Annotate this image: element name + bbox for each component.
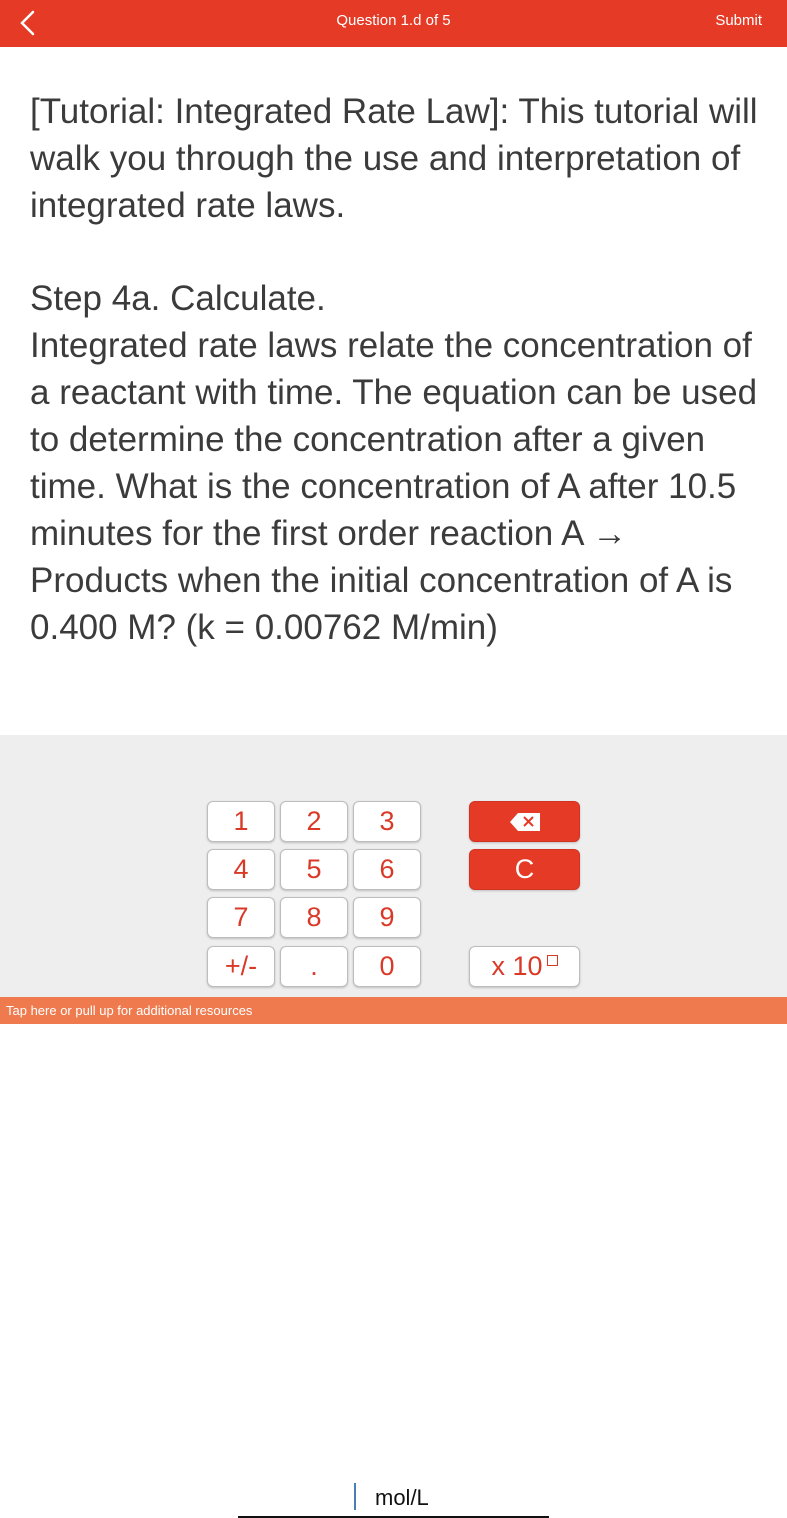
question-content [30, 88, 770, 651]
exponent-box-icon [547, 955, 558, 966]
backspace-icon [508, 811, 542, 833]
key-decimal[interactable]: . [280, 946, 348, 987]
x10-label: x 10 [491, 951, 543, 981]
unit-label: mol/L [375, 1485, 429, 1510]
key-9[interactable]: 9 [353, 897, 421, 938]
question-title: Question 1.d of 5 [336, 12, 451, 29]
key-5[interactable]: 5 [280, 849, 348, 890]
key-4[interactable]: 4 [207, 849, 275, 890]
key-8[interactable]: 8 [280, 897, 348, 938]
key-0[interactable]: 0 [353, 946, 421, 987]
key-2[interactable]: 2 [280, 801, 348, 842]
key-7[interactable]: 7 [207, 897, 275, 938]
backspace-button[interactable] [469, 801, 580, 842]
step-body: Integrated rate laws relate the concentration of a reactant with time. The equation can be used to determine the concentration after a given time. What is the concentration of A after 10.5 minutes for the first order reaction A → Products when the initial concentration of A is 0.400 M? (k = 0.00762 M/min) [30, 326, 758, 647]
key-1[interactable]: 1 [207, 801, 275, 842]
key-3[interactable]: 3 [353, 801, 421, 842]
times-ten-button[interactable] [469, 946, 580, 987]
answer-input[interactable] [354, 1483, 356, 1510]
submit-button[interactable]: Submit [715, 12, 762, 29]
key-sign[interactable]: +/- [207, 946, 275, 987]
tutorial-title: [Tutorial: Integrated Rate Law]: This tutorial will walk you through the use and interpretation of integrated rate laws. [30, 92, 758, 225]
clear-button[interactable]: C [469, 849, 580, 890]
key-6[interactable]: 6 [353, 849, 421, 890]
header-bar [0, 0, 787, 47]
resources-bar[interactable]: Tap here or pull up for additional resources [0, 997, 787, 1024]
step-heading: Step 4a. Calculate. [30, 279, 326, 318]
